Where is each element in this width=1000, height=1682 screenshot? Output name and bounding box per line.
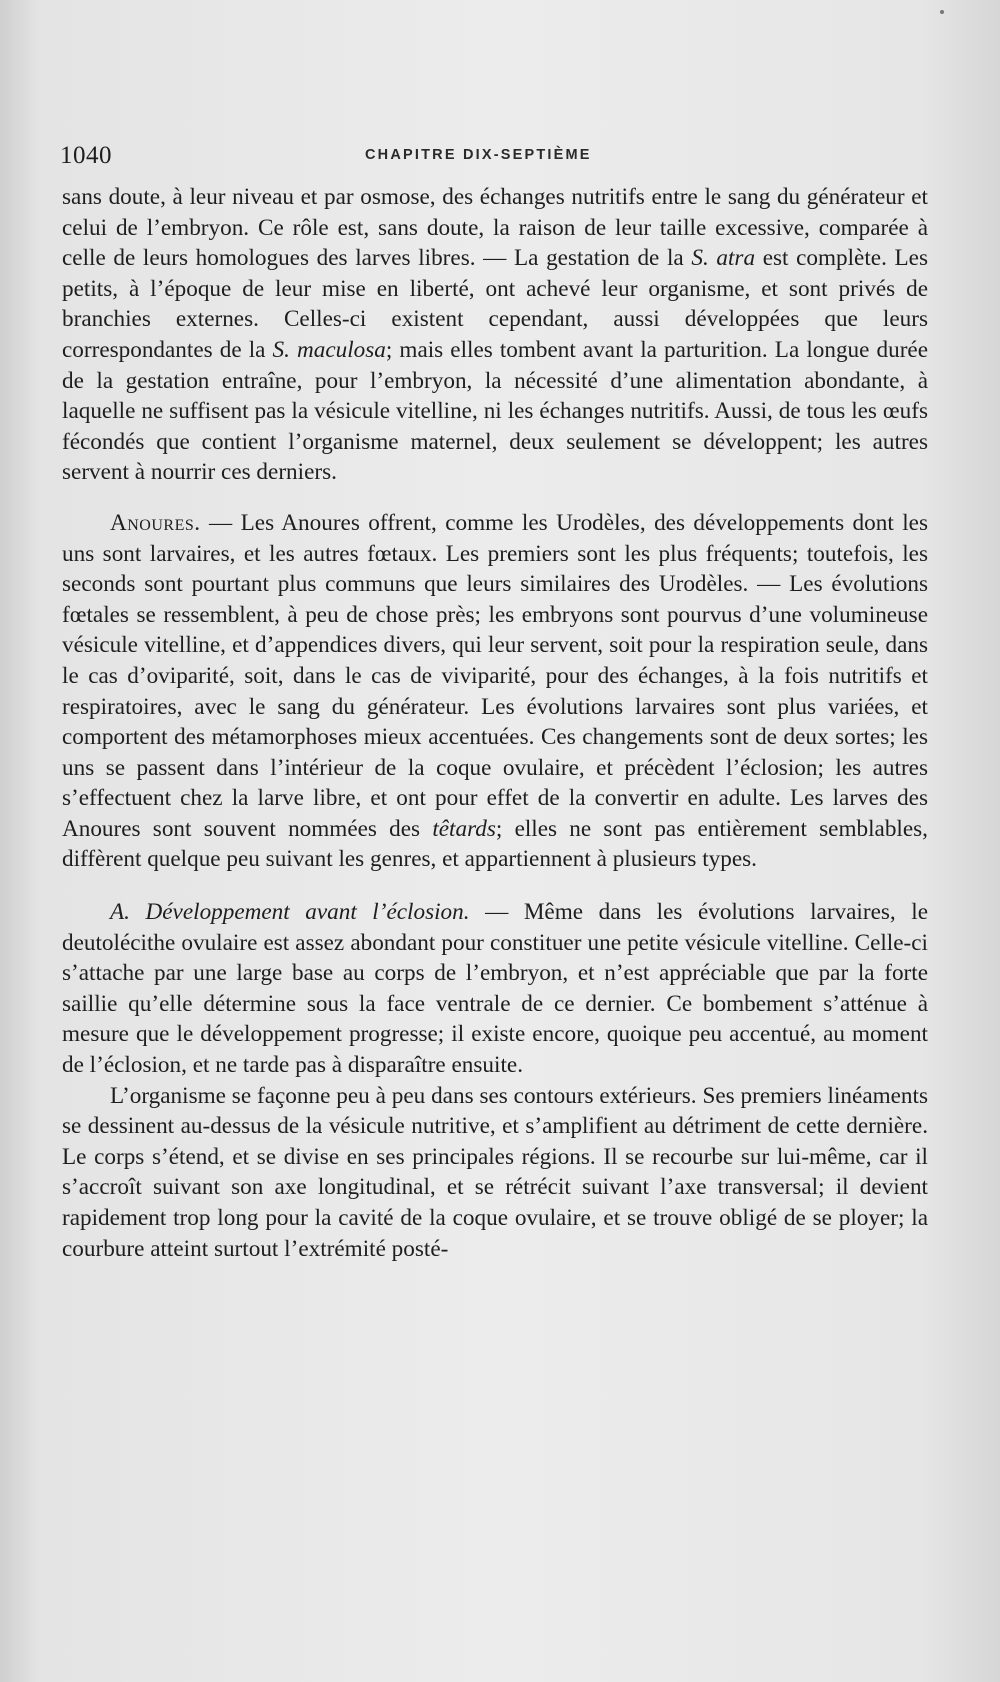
chapter-title: CHAPITRE DIX-SEPTIÈME (365, 147, 592, 163)
text-run: L’organisme se façonne peu à peu dans ses contours extérieurs. Ses premiers linéaments se dessinent au-dessus de la vésicule nutritive, et s’amplifient au détriment de cette dernière. Le corps s’étend, et se divise en ses principales régions. Il se recourbe sur lui-même, car il s’accroît suivant son axe longitudinal, et se rétrécit suivant l’axe transversal; il devient rapidement trop long pour la cavité de la coque ovulaire, et se trouve obligé de se ployer; la courbure atteint surtout l’extrémité posté- (62, 1082, 928, 1262)
running-head (60, 142, 920, 176)
page-number: 1040 (60, 142, 112, 169)
paragraph-salamandra-gestation (62, 182, 928, 488)
species-name: S. maculosa (272, 336, 386, 363)
text-run: ; mais elles tombent avant la parturition. La longue durée de la gestation entraîne, pour l’embryon, la nécessité d’une alimentation abondante, à laquelle ne suffisent pas la vésicule vitelline, ni les échanges nutritifs. Aussi, de tous les œufs fécondés que contient l’organisme maternel, deux seulement se développent; les autres servent à nourrir ces derniers. (62, 336, 928, 486)
paragraph-anoures (62, 508, 928, 875)
body-text (62, 182, 928, 1264)
paragraph-organism-shaping (62, 1081, 928, 1265)
italic-term: têtards (432, 815, 496, 842)
section-heading: Anoures. (110, 509, 201, 536)
paragraph-development-before-hatching (62, 897, 928, 1081)
text-run: ; elles ne sont pas entièrement semblables, diffèrent quelque peu suivant les genres, et appartiennent à plusieurs types. (62, 815, 928, 873)
text-run: — Même dans les évolutions larvaires, le deutolécithe ovulaire est assez abondant pour constituer une petite vésicule vitelline. Celle-ci s’attache par une large base au corps de l’embryon, et n’est appréciable que par la forte saillie qu’elle détermine sous la face ventrale de ce dernier. Ce bombement s’atténue à mesure que le développement progresse; il existe encore, quoique peu accentué, au moment de l’éclosion, et ne tarde pas à disparaître ensuite. (62, 899, 928, 1079)
text-run: sans doute, à leur niveau et par osmose, des échanges nutritifs entre le sang du générateur et celui de l’embryon. Ce rôle est, sans doute, la raison de leur taille excessive, comparée à celle de leurs homologues des larves libres. — La gestation de la (62, 184, 928, 272)
species-name: S. atra (691, 245, 756, 272)
text-run: — Les Anoures offrent, comme les Urodèles, des développements dont les uns sont larvaires, et les autres fœtaux. Les premiers sont les plus fréquents; toutefois, les seconds sont pourtant plus communs que leurs similaires des Urodèles. — Les évolutions fœtales se ressemblent, à peu de chose près; les embryons sont pourvus d’une volumineuse vésicule vitelline, et d’appendices divers, qui leur servent, soit pour la respiration seule, dans le cas d’oviparité, soit, dans le cas de viviparité, pour des échanges, à la fois nutritifs et respiratoires, avec le sang du générateur. Les évolutions larvaires sont plus variées, et comportent des métamorphoses mieux accentuées. Ces changements sont de deux sortes; les uns se passent dans l’intérieur de la coque ovulaire, et précèdent l’éclosion; les autres s’effectuent chez la larve libre, et ont pour effet de la convertir en adulte. Les larves des Anoures sont souvent nommées des (62, 509, 928, 842)
text-run: est complète. Les petits, à l’époque de leur mise en liberté, ont achevé leur organisme, et sont privés de branchies externes. Celles-ci existent cependant, aussi développées que leurs correspondantes de la (62, 245, 928, 363)
page-speck (940, 10, 944, 14)
subsection-heading: A. Développement avant l’éclosion. (110, 899, 470, 926)
